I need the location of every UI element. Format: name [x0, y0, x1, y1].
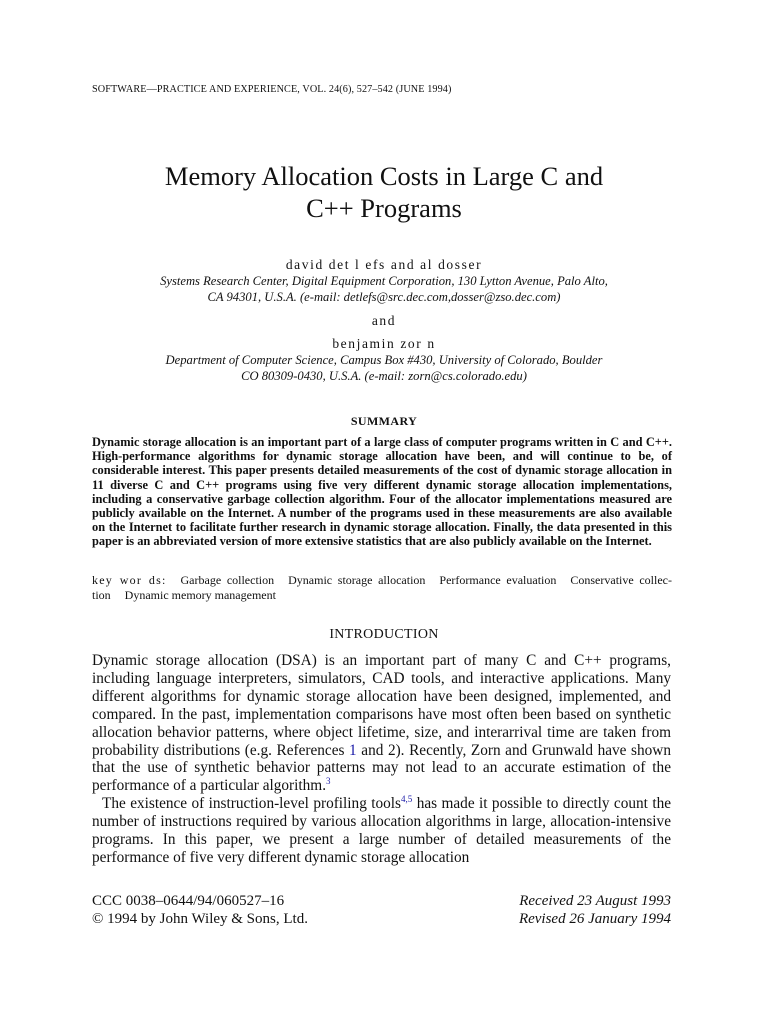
- intro-p1-text-b: and 2). Recently, Zorn and Grunwald have shown that the use of synthetic behavior patterns may not lead to an accurate estimation of the performance of a particular algorithm.: [92, 741, 671, 795]
- summary-heading: SUMMARY: [350, 414, 418, 428]
- author-names-1: david det l efs and al dosser: [285, 257, 483, 272]
- intro-p2-text-a: The existence of instruction-level profiling tools: [102, 795, 402, 813]
- summary-body: Dynamic storage allocation is an important part of a large class of computer programs written in C and C++. High-performance algorithms for dynamic storage allocation have been, and will continue to be, of considerable interest. This paper presents detailed measurements of the cost of dynamic storage allocation in 11 diverse C and C++ programs using five very different dynamic storage allocation implementations, including a conservative garbage collection algorithm. Four of the allocator implementations measured are publicly available on the Internet. A number of the programs used in these measurements are also available on the Internet to facilitate further research in dynamic storage allocation. Finally, the data presented in this paper is an abbreviated version of more extensive statistics that are also publicly available on the Internet.: [92, 435, 672, 549]
- keyword-item: Performance evaluation: [439, 573, 557, 587]
- footer-revised: Revised 26 January 1994: [518, 911, 671, 927]
- keyword-item: Conservative collec- tion: [92, 573, 672, 602]
- footer-copyright: © 1994 by John Wiley & Sons, Ltd.: [92, 911, 308, 927]
- author-and: and: [371, 313, 397, 328]
- keywords: [92, 573, 672, 602]
- title-line-2: C++ Programs: [306, 193, 462, 223]
- author-affiliation-1: [0, 273, 768, 305]
- keyword-item: Dynamic memory management: [124, 587, 276, 602]
- affiliation-1-line-1: Systems Research Center, Digital Equipment Corporation, 130 Lytton Avenue, Palo Alto,: [160, 274, 608, 288]
- author-names-2: benjamin zor n: [332, 336, 436, 351]
- keywords-label: key wor ds:: [92, 573, 167, 587]
- keyword-item: Dynamic storage allocation: [288, 573, 426, 587]
- title-line-1: Memory Allocation Costs in Large C and: [164, 161, 604, 191]
- footer-publication-info: [92, 892, 308, 928]
- introduction-heading: INTRODUCTION: [329, 627, 439, 642]
- introduction-body: [92, 652, 671, 867]
- keyword-item: Garbage collection: [180, 573, 275, 587]
- footer-received: Received 23 August 1993: [519, 893, 671, 909]
- intro-paragraph-1: [92, 652, 671, 795]
- author-affiliation-2: [0, 352, 768, 384]
- intro-p2-text-b: has made it possible to directly count the number of instructions required by various allocation algorithms in large, allocation-intensive programs. In this paper, we present a large number of detailed measurements of the performance of five very different dynamic storage allocation: [92, 795, 672, 866]
- running-head: SOFTWARE—PRACTICE AND EXPERIENCE, VOL. 24(6), 527–542 (JUNE 1994): [92, 84, 452, 95]
- reference-link[interactable]: 3: [326, 776, 331, 787]
- paper-title: [0, 160, 768, 224]
- footer-dates: [440, 892, 671, 928]
- affiliation-2-line-1: Department of Computer Science, Campus Box #430, University of Colorado, Boulder: [165, 353, 603, 367]
- affiliation-2-line-2: CO 80309-0430, U.S.A. (e-mail: zorn@cs.colorado.edu): [241, 369, 527, 383]
- affiliation-1-line-2: CA 94301, U.S.A. (e-mail: detlefs@src.dec.com,dosser@zso.dec.com): [207, 290, 561, 304]
- intro-paragraph-2: [92, 795, 671, 867]
- intro-p1-text-a: Dynamic storage allocation (DSA) is an important part of many C and C++ programs, including language interpreters, simulators, CAD tools, and interactive applications. Many different algorithms for dynamic storage allocation have been designed, implemented, and compared. In the past, implementation comparisons have most often been based on synthetic allocation behavior patterns, where object lifetime, size, and interarrival time are taken from probability distributions (e.g. References: [92, 652, 671, 759]
- reference-link[interactable]: 4,5: [401, 794, 413, 805]
- footer-code: CCC 0038–0644/94/060527–16: [92, 893, 285, 909]
- reference-link[interactable]: 1: [349, 741, 357, 759]
